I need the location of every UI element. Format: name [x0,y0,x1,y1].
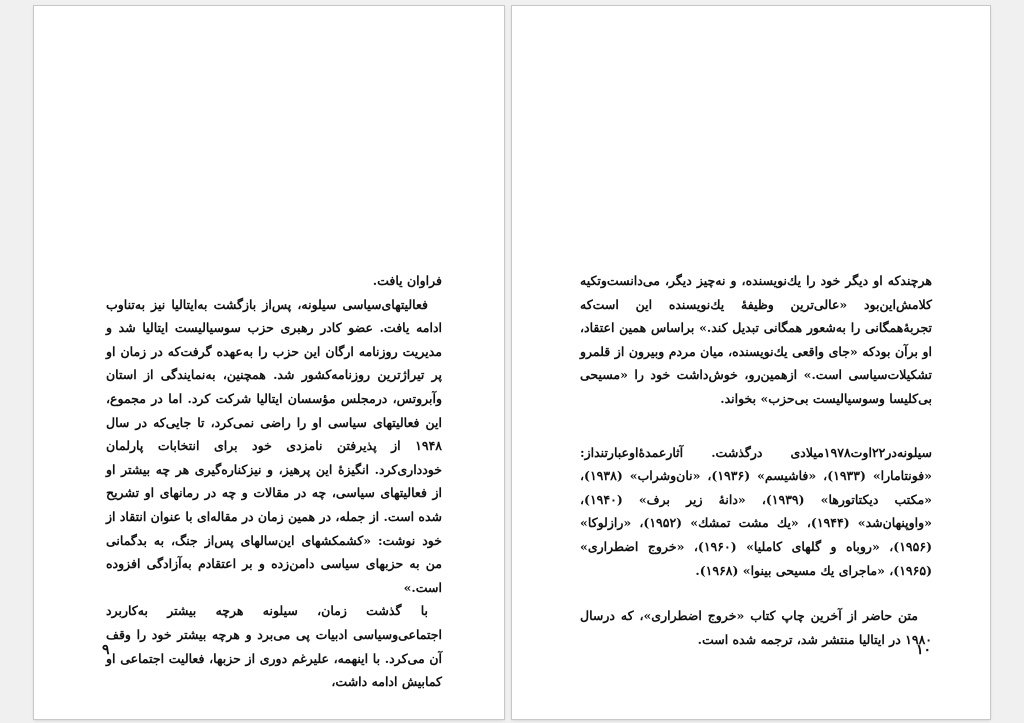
right-page-paragraph-1: هرچندکه او دیگر خود را یك‌نویسنده، و نه‌چیز دیگر، می‌دانست‌وتکیه کلامش‌این‌بود «عالی‌ترین وظیفهٔ یك‌نویسنده این است‌که تجربهٔ‌همگانی را به‌شعور همگانی تبدیل کند.» براساس همین اعتقاد، او برآن بودکه «جای واقعی یك‌نویسنده، میان مردم وبیرون از قلمرو تشکیلات‌سیاسی است.» ازهمین‌رو، خوش‌داشت خود را «مسیحی بی‌کلیسا وسوسیالیست بی‌حزب» بخواند. [580,273,932,406]
right-page-paragraph-2: سیلونه‌در۲۲اوت۱۹۷۸میلادی درگذشت. آثارعمدهٔ‌اوعبارتنداز: «فونتامارا» (۱۹۳۳)، «فاشیسم» (۱۹۳۶)، «نان‌وشراب» (۱۹۳۸)، «مکتب دیکتاتورها» (۱۹۳۹)، «دانهٔ زیر برف» (۱۹۴۰)، «واوپنهان‌شد» (۱۹۴۴)، «یك مشت تمشك» (۱۹۵۲)، «رازلوکا» (۱۹۵۶)، «روباه و گلهای کاملیا» (۱۹۶۰)، «خروج اضطراری» (۱۹۶۵)، «ماجرای یك مسیحی بینوا» (۱۹۶۸). [580,444,932,578]
right-page [512,6,990,719]
right-page-text [580,269,932,661]
left-page-paragraph-2: با گذشت زمان، سیلونه هرچه بیشتر به‌کاربرد اجتماعی‌وسیاسی ادبیات پی می‌برد و هرچه بیشتر خود را وقف آن می‌کرد. با اینهمه، علیرغم دوری از حزبها، فعالیت اجتماعی او کمابیش ادامه داشت، [106,603,442,690]
left-page-paragraph-1: فعالیتهای‌سیاسی سیلونه، پس‌از بازگشت به‌ایتالیا نیز به‌تناوب ادامه یافت. عضو کادر رهبری حزب سوسیالیست ایتالیا شد و مدیریت روزنامه ارگان این حزب را به‌عهده گرفت‌که در زمان او پر تیراژترین روزنامه‌کشور شد. همچنین، به‌نمایندگی از استان وآبروتس، درمجلس مؤسسان ایتالیا شرکت کرد. اما در مجموع، این فعالیتهای سیاسی او را راضی نمی‌کرد، تا جایی‌که در سال ۱۹۴۸ از پذیرفتن نامزدی خود برای انتخابات پارلمان خودداری‌کرد. انگیزهٔ این پرهیز، و نیزکناره‌گیری هر چه بیشتر او از فعالیتهای سیاسی، چه در مقالات و چه در رمانهای او تشریح شده است. از جمله، در همین زمان در مقاله‌ای با عنوان انتقاد از خود نوشت: «کشمکشهای این‌سالهای پس‌از جنگ، به بدگمانی من به حزبهای سیاسی دامن‌زده و بر اعتقادم به‌آزادگی افزوده است.» [106,296,442,595]
right-page-paragraph-3: متن حاضر از آخرین چاپ کتاب «خروج اضطراری»، که درسال ۱۹۸۰ در ایتالیا منتشر شد، ترجمه شده است. [580,608,932,647]
left-page-heading: فراوان یافت. [372,273,442,288]
left-page-number: ۹ [102,642,110,658]
left-page [34,6,504,719]
left-page-text [106,269,442,694]
right-page-number: ۱۰ [916,642,932,658]
